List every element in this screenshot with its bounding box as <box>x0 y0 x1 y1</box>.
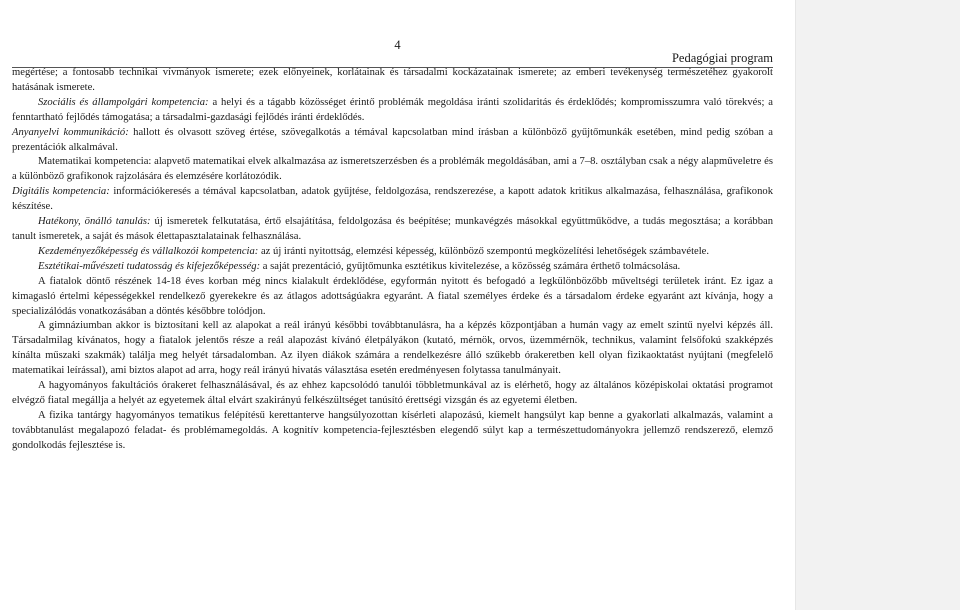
paragraph: Matematikai kompetencia: alapvető matematikai elvek alkalmazása az ismeretszerzésben és a problémák megoldásában, ami a 7–8. osztályban csak a négy alapműveletre és a különböző grafikonok rajzolására és elemzésére korlátozódik. <box>12 156 773 183</box>
paragraph: A fizika tantárgy hagyományos tematikus felépítésű kerettanterve hangsúlyozottan kísérleti alapozású, kiemelt hangsúlyt kap benne a gyakorlati alkalmazás, valamint a továbbtanulást megalapozó feladat- és problémamegoldás. A kognitív kompetencia-fejlesztésben elegendő súlyt kap a természettudományokra jellemző rendszerező, elemző gondolkodás fejlesztése is. <box>12 409 773 451</box>
page-number: 4 <box>394 38 401 52</box>
side-panel <box>795 0 960 610</box>
paragraph: Anyanyelvi kommunikáció: hallott és olvasott szöveg értése, szövegalkotás a témával kapcsolatban mind írásban a különböző gyűjtőmunkák esetében, mind pedig szóban a prezentációk alkalmával. <box>12 126 773 153</box>
paragraph: Szociális és állampolgári kompetencia: a helyi és a tágabb közösséget érintő problémák megoldása iránti szolidaritás és érdeklődés; kompromisszumra való törekvés; a fenntartható fejlődés támogatása; a társadalmi-gazdasági fejlődés iránti érdeklődés. <box>12 96 774 123</box>
running-header-title: Pedagógiai program <box>671 51 773 65</box>
document-body <box>12 66 773 454</box>
competence-term: Hatékony, önálló tanulás: <box>38 216 151 228</box>
competence-term: Digitális kompetencia: <box>12 186 110 198</box>
paragraph: A gimnáziumban akkor is biztosítani kell az alapokat a reál irányú későbbi továbbtanulásra, ha a képzés központjában a humán vagy az emelt szintű nyelvi képzés áll. Társadalmilag kívánatos, hogy a fiatalok jelentős része a reál alapozást kívánó életpályákon (kutató, mérnök, orvos, üzemmérnök, technikus, valamint felsőfokú szakképzés kínálta műszaki szakmák) találja meg helyét társadalomban. Az ilyen diákok számára a rendelkezésre álló szűkebb órakeretben kell olyan fizikaoktatást nyújtani (megfelelő matematikai leírással), ami biztos alapot ad arra, hogy reál irányú hivatás választása esetén eredményesen folytassa tanulmányait. <box>12 320 773 377</box>
paragraph: A fiatalok döntő részének 14-18 éves korban még nincs kialakult érdeklődése, egyformán nyitott és befogadó a legkülönbözőbb műveltségi területek iránt. Ez igaz a kimagasló értelmi képességekkel rendelkező gyerekekre és az átlagos adottságúakra egyaránt. A fiatal személyes érdeke és a társadalom érdeke egyaránt azt kívánja, hogy a specializálódás vonatkozásában a döntés későbbre tolódjon. <box>12 275 773 317</box>
paragraph: Digitális kompetencia: információkeresés a témával kapcsolatban, adatok gyűjtése, feldolgozása, rendszerezése, a kapott adatok kritikus alkalmazása, felhasználása, grafikonok készítése. <box>12 186 773 213</box>
paragraph: Esztétikai-művészeti tudatosság és kifejezőképesség: a saját prezentáció, gyűjtőmunka esztétikus kivitelezése, a közösség számára érthető tolmácsolása. <box>38 260 681 272</box>
paragraph: megértése; a fontosabb technikai vívmányok ismerete; ezek előnyeinek, korlátainak és társadalmi kockázatainak ismerete; az emberi tevékenység természetéhez gyakorolt hatásának ismerete. <box>12 67 773 93</box>
paragraph: A hagyományos fakultációs órakeret felhasználásával, és az ehhez kapcsolódó tanulói többletmunkával az is elérhető, hogy az általános középiskolai oktatási programot elvégző fiatal megállja a helyét az egyetemek által elvárt szakirányú felkészültséget tanúsító érettségi vizsgán és az egyetemi életben. <box>12 380 773 406</box>
competence-term: Szociális és állampolgári kompetencia: <box>38 96 209 108</box>
paragraph: Hatékony, önálló tanulás: új ismeretek felkutatása, értő elsajátítása, feldolgozása és beépítése; munkavégzés másokkal együttműködve, a tudás megosztása; a korábban tanult ismeretek, a saját és mások élettapasztalatainak felhasználása. <box>12 216 773 242</box>
competence-term: Esztétikai-művészeti tudatosság és kifejezőképesség: <box>38 260 261 272</box>
competence-term: Kezdeményezőképesség és vállalkozói kompetencia: <box>38 245 259 257</box>
competence-term: Anyanyelvi kommunikáció: <box>12 126 129 138</box>
paragraph: Kezdeményezőképesség és vállalkozói kompetencia: az új iránti nyitottság, elemzési képesség, különböző szempontú megközelítési lehetőségek számbavétele. <box>38 245 710 257</box>
